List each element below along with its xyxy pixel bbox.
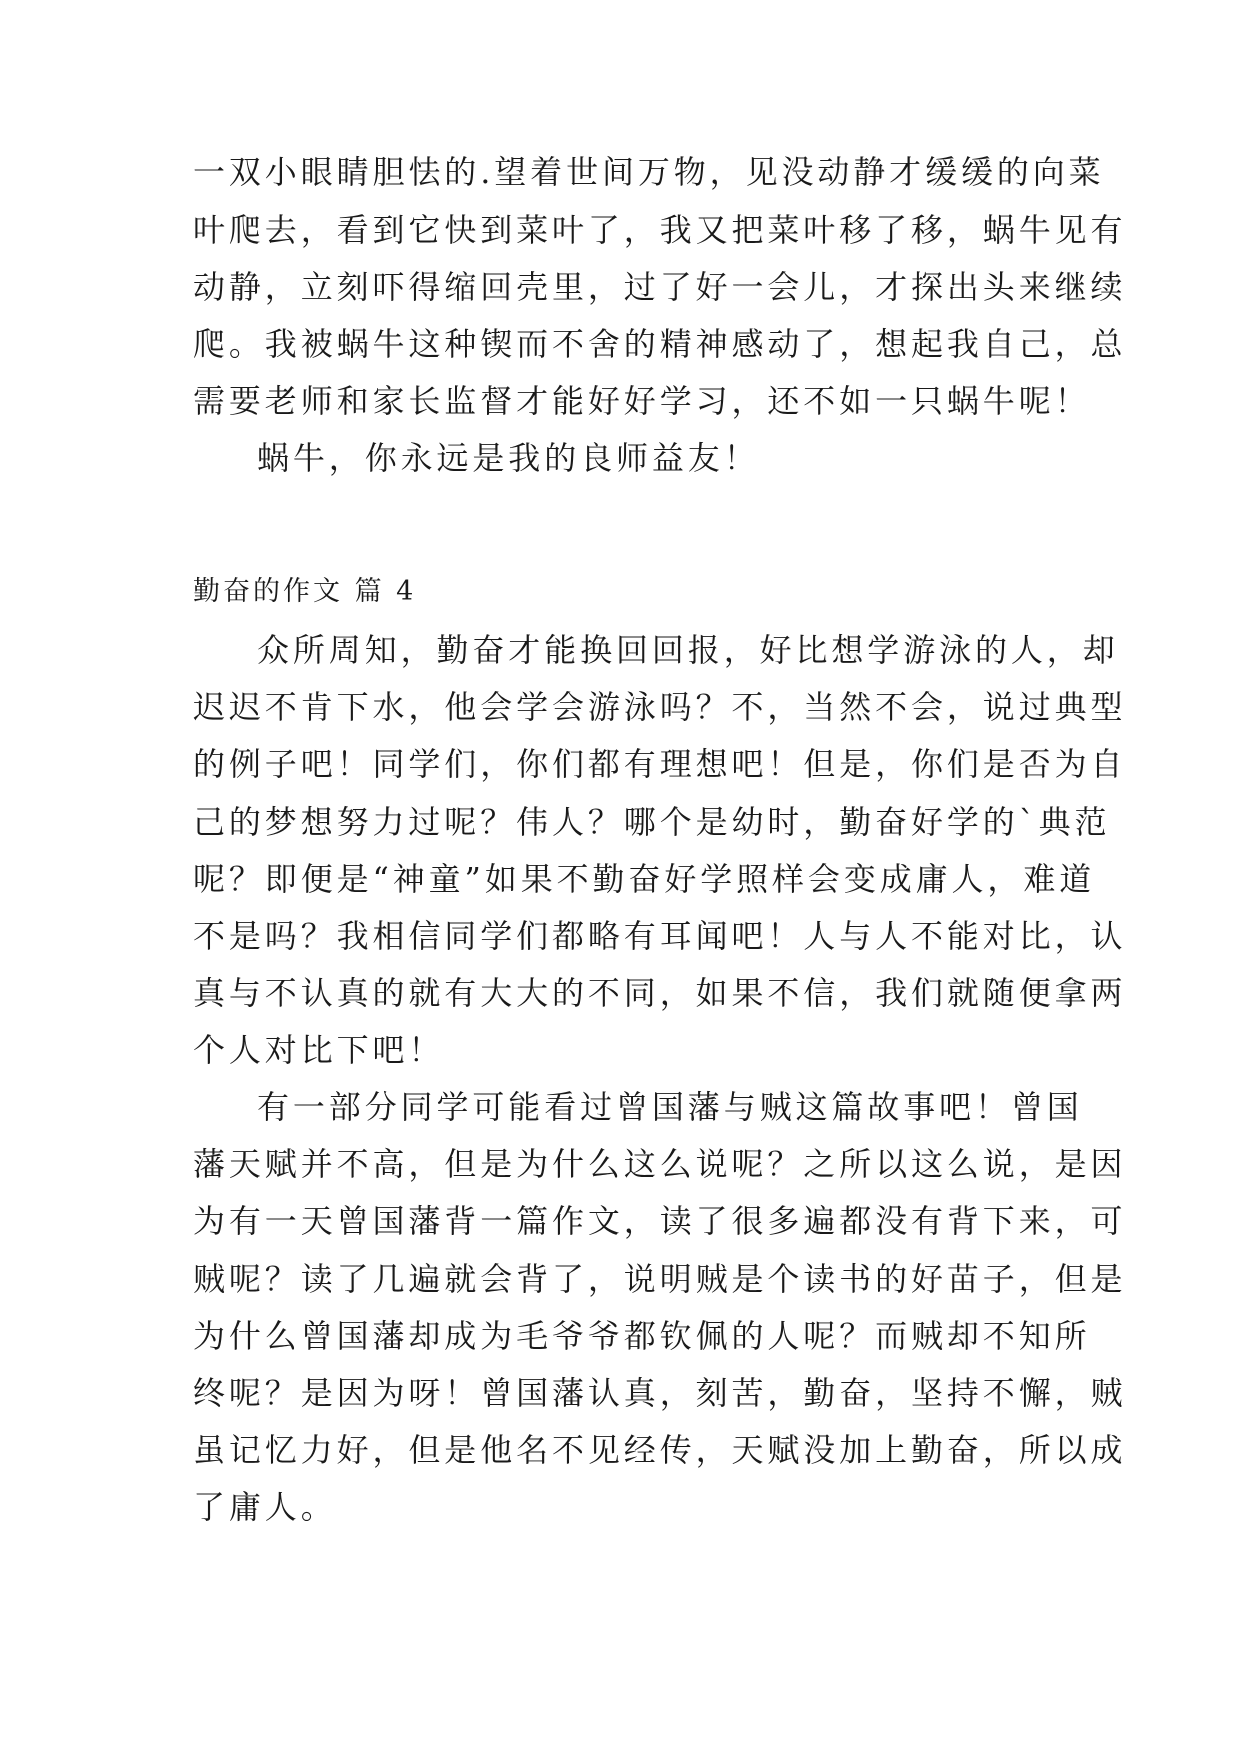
section-heading: 勤奋的作文 篇 4: [193, 576, 417, 607]
paragraph-line: 爬。我被蜗牛这种锲而不舍的精神感动了，想起我自己，总: [193, 325, 1127, 363]
paragraph-line: 真与不认真的就有大大的不同，如果不信，我们就随便拿两: [193, 974, 1127, 1012]
paragraph-line: 迟迟不肯下水，他会学会游泳吗？不，当然不会，说过典型: [193, 688, 1127, 726]
paragraph-line: 虽记忆力好，但是他名不见经传，天赋没加上勤奋，所以成: [193, 1431, 1127, 1469]
paragraph-line: 藩天赋并不高，但是为什么这么说呢？之所以这么说，是因: [193, 1145, 1127, 1183]
paragraph-line: 一双小眼睛胆怯的.望着世间万物，见没动静才缓缓的向菜: [193, 153, 1105, 191]
paragraph-line: 需要老师和家长监督才能好好学习，还不如一只蜗牛呢！: [193, 382, 1091, 420]
paragraph-line: 为有一天曾国藩背一篇作文，读了很多遍都没有背下来，可: [193, 1202, 1127, 1240]
paragraph-line: 有一部分同学可能看过曾国藩与贼这篇故事吧！曾国: [257, 1088, 1083, 1126]
paragraph-line: 己的梦想努力过呢？伟人？哪个是幼时，勤奋好学的`典范: [193, 803, 1111, 841]
paragraph-line: 个人对比下吧！: [193, 1031, 445, 1069]
paragraph-line: 呢？即便是“神童”如果不勤奋好学照样会变成庸人，难道: [193, 860, 1096, 898]
paragraph-line: 不是吗？我相信同学们都略有耳闻吧！人与人不能对比，认: [193, 917, 1127, 955]
paragraph-line: 的例子吧！同学们，你们都有理想吧！但是，你们是否为自: [193, 745, 1127, 783]
closing-line: 蜗牛，你永远是我的良师益友！: [257, 439, 760, 477]
paragraph-line: 了庸人。: [193, 1488, 337, 1526]
paragraph-line: 叶爬去，看到它快到菜叶了，我又把菜叶移了移，蜗牛见有: [193, 211, 1127, 249]
paragraph-line: 众所周知，勤奋才能换回回报，好比想学游泳的人，却: [257, 631, 1119, 669]
paragraph-line: 为什么曾国藩却成为毛爷爷都钦佩的人呢？而贼却不知所: [193, 1317, 1091, 1355]
paragraph-line: 终呢？是因为呀！曾国藩认真，刻苦，勤奋，坚持不懈，贼: [193, 1374, 1127, 1412]
paragraph-line: 动静，立刻吓得缩回壳里，过了好一会儿，才探出头来继续: [193, 268, 1127, 306]
paragraph-line: 贼呢？读了几遍就会背了，说明贼是个读书的好苗子，但是: [193, 1260, 1127, 1298]
